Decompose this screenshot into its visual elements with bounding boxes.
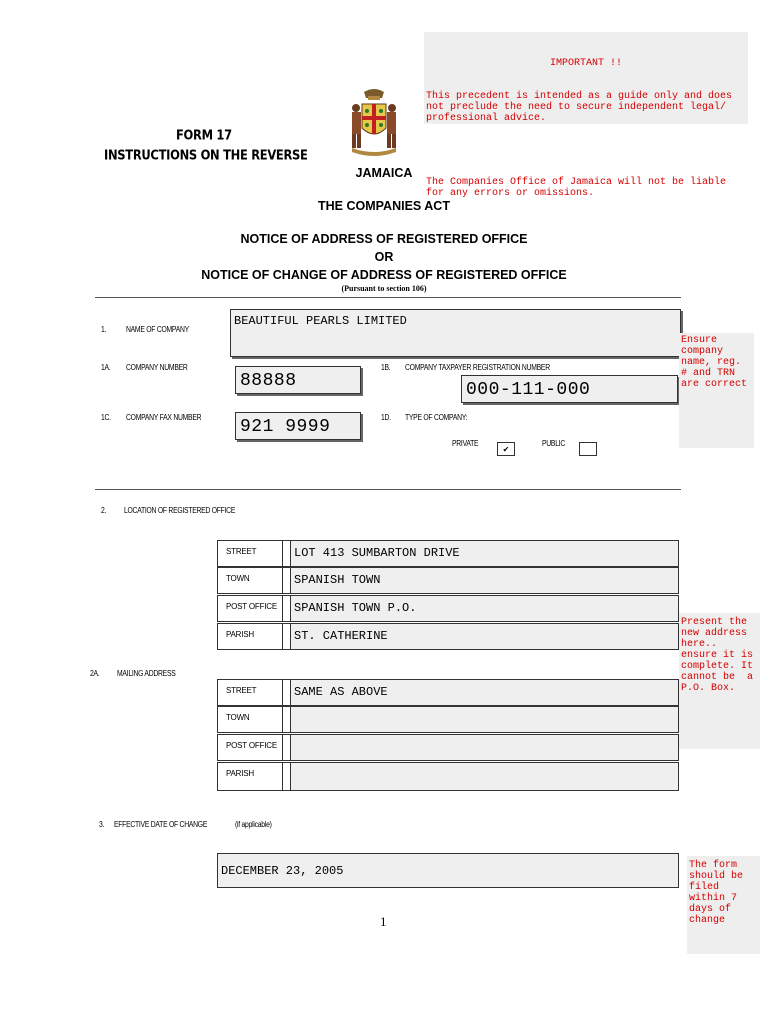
notice-text-liability: The Companies Office of Jamaica will not be liable for any errors or omissions.: [426, 177, 733, 199]
trn-field[interactable]: [461, 375, 678, 403]
location-street-value[interactable]: LOT 413 SUMBARTON DRIVE: [291, 541, 678, 566]
mailing-street-value[interactable]: SAME AS ABOVE: [291, 680, 678, 705]
coat-of-arms-icon: [346, 86, 402, 158]
mailing-number: 2A.: [90, 669, 100, 678]
public-checkbox[interactable]: [579, 442, 597, 456]
form-number: FORM 17: [176, 126, 232, 144]
mailing-street-key: STREET: [218, 680, 283, 705]
company-number-field[interactable]: [235, 366, 361, 394]
trn-label: COMPANY TAXPAYER REGISTRATION NUMBER: [405, 363, 550, 372]
notice-title-or: OR: [374, 250, 394, 264]
section-reference: (Pursuant to section 106): [341, 284, 427, 293]
mailing-label: MAILING ADDRESS: [117, 669, 176, 678]
location-parish-row[interactable]: [217, 623, 679, 650]
location-number: 2.: [101, 506, 107, 515]
location-town-row[interactable]: [217, 567, 679, 594]
trn-value: 000-111-000: [466, 380, 591, 400]
private-label: PRIVATE: [452, 439, 479, 448]
company-name-value: BEAUTIFUL PEARLS LIMITED: [234, 314, 407, 328]
form-instructions: INSTRUCTIONS ON THE REVERSE: [104, 146, 308, 164]
company-name-field[interactable]: [230, 309, 681, 357]
divider-top: [95, 297, 681, 298]
type-label: TYPE OF COMPANY:: [405, 413, 468, 422]
country-heading: JAMAICA: [355, 166, 413, 180]
notice-title-2: NOTICE OF CHANGE OF ADDRESS OF REGISTERED OFFICE: [201, 268, 567, 282]
private-check-mark: ✔: [502, 445, 510, 454]
location-town-value[interactable]: SPANISH TOWN: [291, 568, 678, 593]
fax-field[interactable]: [235, 412, 361, 440]
location-label: LOCATION OF REGISTERED OFFICE: [124, 506, 236, 515]
page-number: 1: [380, 914, 387, 929]
location-postoffice-row[interactable]: [217, 595, 679, 622]
mailing-town-value[interactable]: [291, 707, 678, 732]
effective-label: EFFECTIVE DATE OF CHANGE: [114, 820, 208, 829]
number-number: 1A.: [101, 363, 111, 372]
mailing-street-row[interactable]: [217, 679, 679, 706]
name-number: 1.: [101, 325, 107, 334]
side-note-filed: The form should be filed within 7 days of change: [687, 856, 760, 954]
public-label: PUBLIC: [542, 439, 566, 448]
divider-middle: [95, 489, 681, 490]
number-label: COMPANY NUMBER: [126, 363, 188, 372]
effective-date-field[interactable]: [217, 853, 679, 888]
mailing-parish-key: PARISH: [218, 763, 283, 790]
notice-text: This precedent is intended as a guide only and does not preclude the need to secure independent legal/ professional advice.: [426, 91, 739, 124]
effective-date-value: DECEMBER 23, 2005: [221, 864, 344, 878]
fax-value: 921 9999: [240, 417, 331, 437]
location-town-key: TOWN: [218, 568, 283, 593]
fax-number: 1C.: [101, 413, 111, 422]
mailing-town-row[interactable]: [217, 706, 679, 733]
location-street-key: STREET: [218, 541, 283, 566]
mailing-postoffice-key: POST OFFICE: [218, 735, 283, 760]
mailing-postoffice-value[interactable]: [291, 735, 678, 760]
location-postoffice-key: POST OFFICE: [218, 596, 283, 621]
notice-heading: IMPORTANT !!: [549, 58, 622, 69]
location-street-row[interactable]: [217, 540, 679, 567]
effective-number: 3.: [99, 820, 105, 829]
location-parish-value[interactable]: ST. CATHERINE: [291, 624, 678, 649]
trn-number: 1B.: [381, 363, 391, 372]
location-postoffice-value[interactable]: SPANISH TOWN P.O.: [291, 596, 678, 621]
effective-qualifier: (if applicable): [235, 820, 272, 829]
mailing-parish-value[interactable]: [291, 763, 678, 790]
mailing-parish-row[interactable]: [217, 762, 679, 791]
type-number: 1D.: [381, 413, 391, 422]
mailing-postoffice-row[interactable]: [217, 734, 679, 761]
company-number-value: 88888: [240, 371, 297, 391]
notice-title-1: NOTICE OF ADDRESS OF REGISTERED OFFICE: [240, 232, 528, 246]
important-notice: [424, 32, 748, 199]
side-note-ensure: Ensure company name, reg. # and TRN are correct: [679, 333, 754, 448]
act-heading: THE COMPANIES ACT: [318, 199, 450, 213]
side-note-present: Present the new address here.. ensure it is complete. It cannot be a P.O. Box.: [679, 613, 760, 749]
fax-label: COMPANY FAX NUMBER: [126, 413, 202, 422]
location-parish-key: PARISH: [218, 624, 283, 649]
name-label: NAME OF COMPANY: [126, 325, 189, 334]
private-checkbox[interactable]: [497, 442, 515, 456]
mailing-town-key: TOWN: [218, 707, 283, 732]
